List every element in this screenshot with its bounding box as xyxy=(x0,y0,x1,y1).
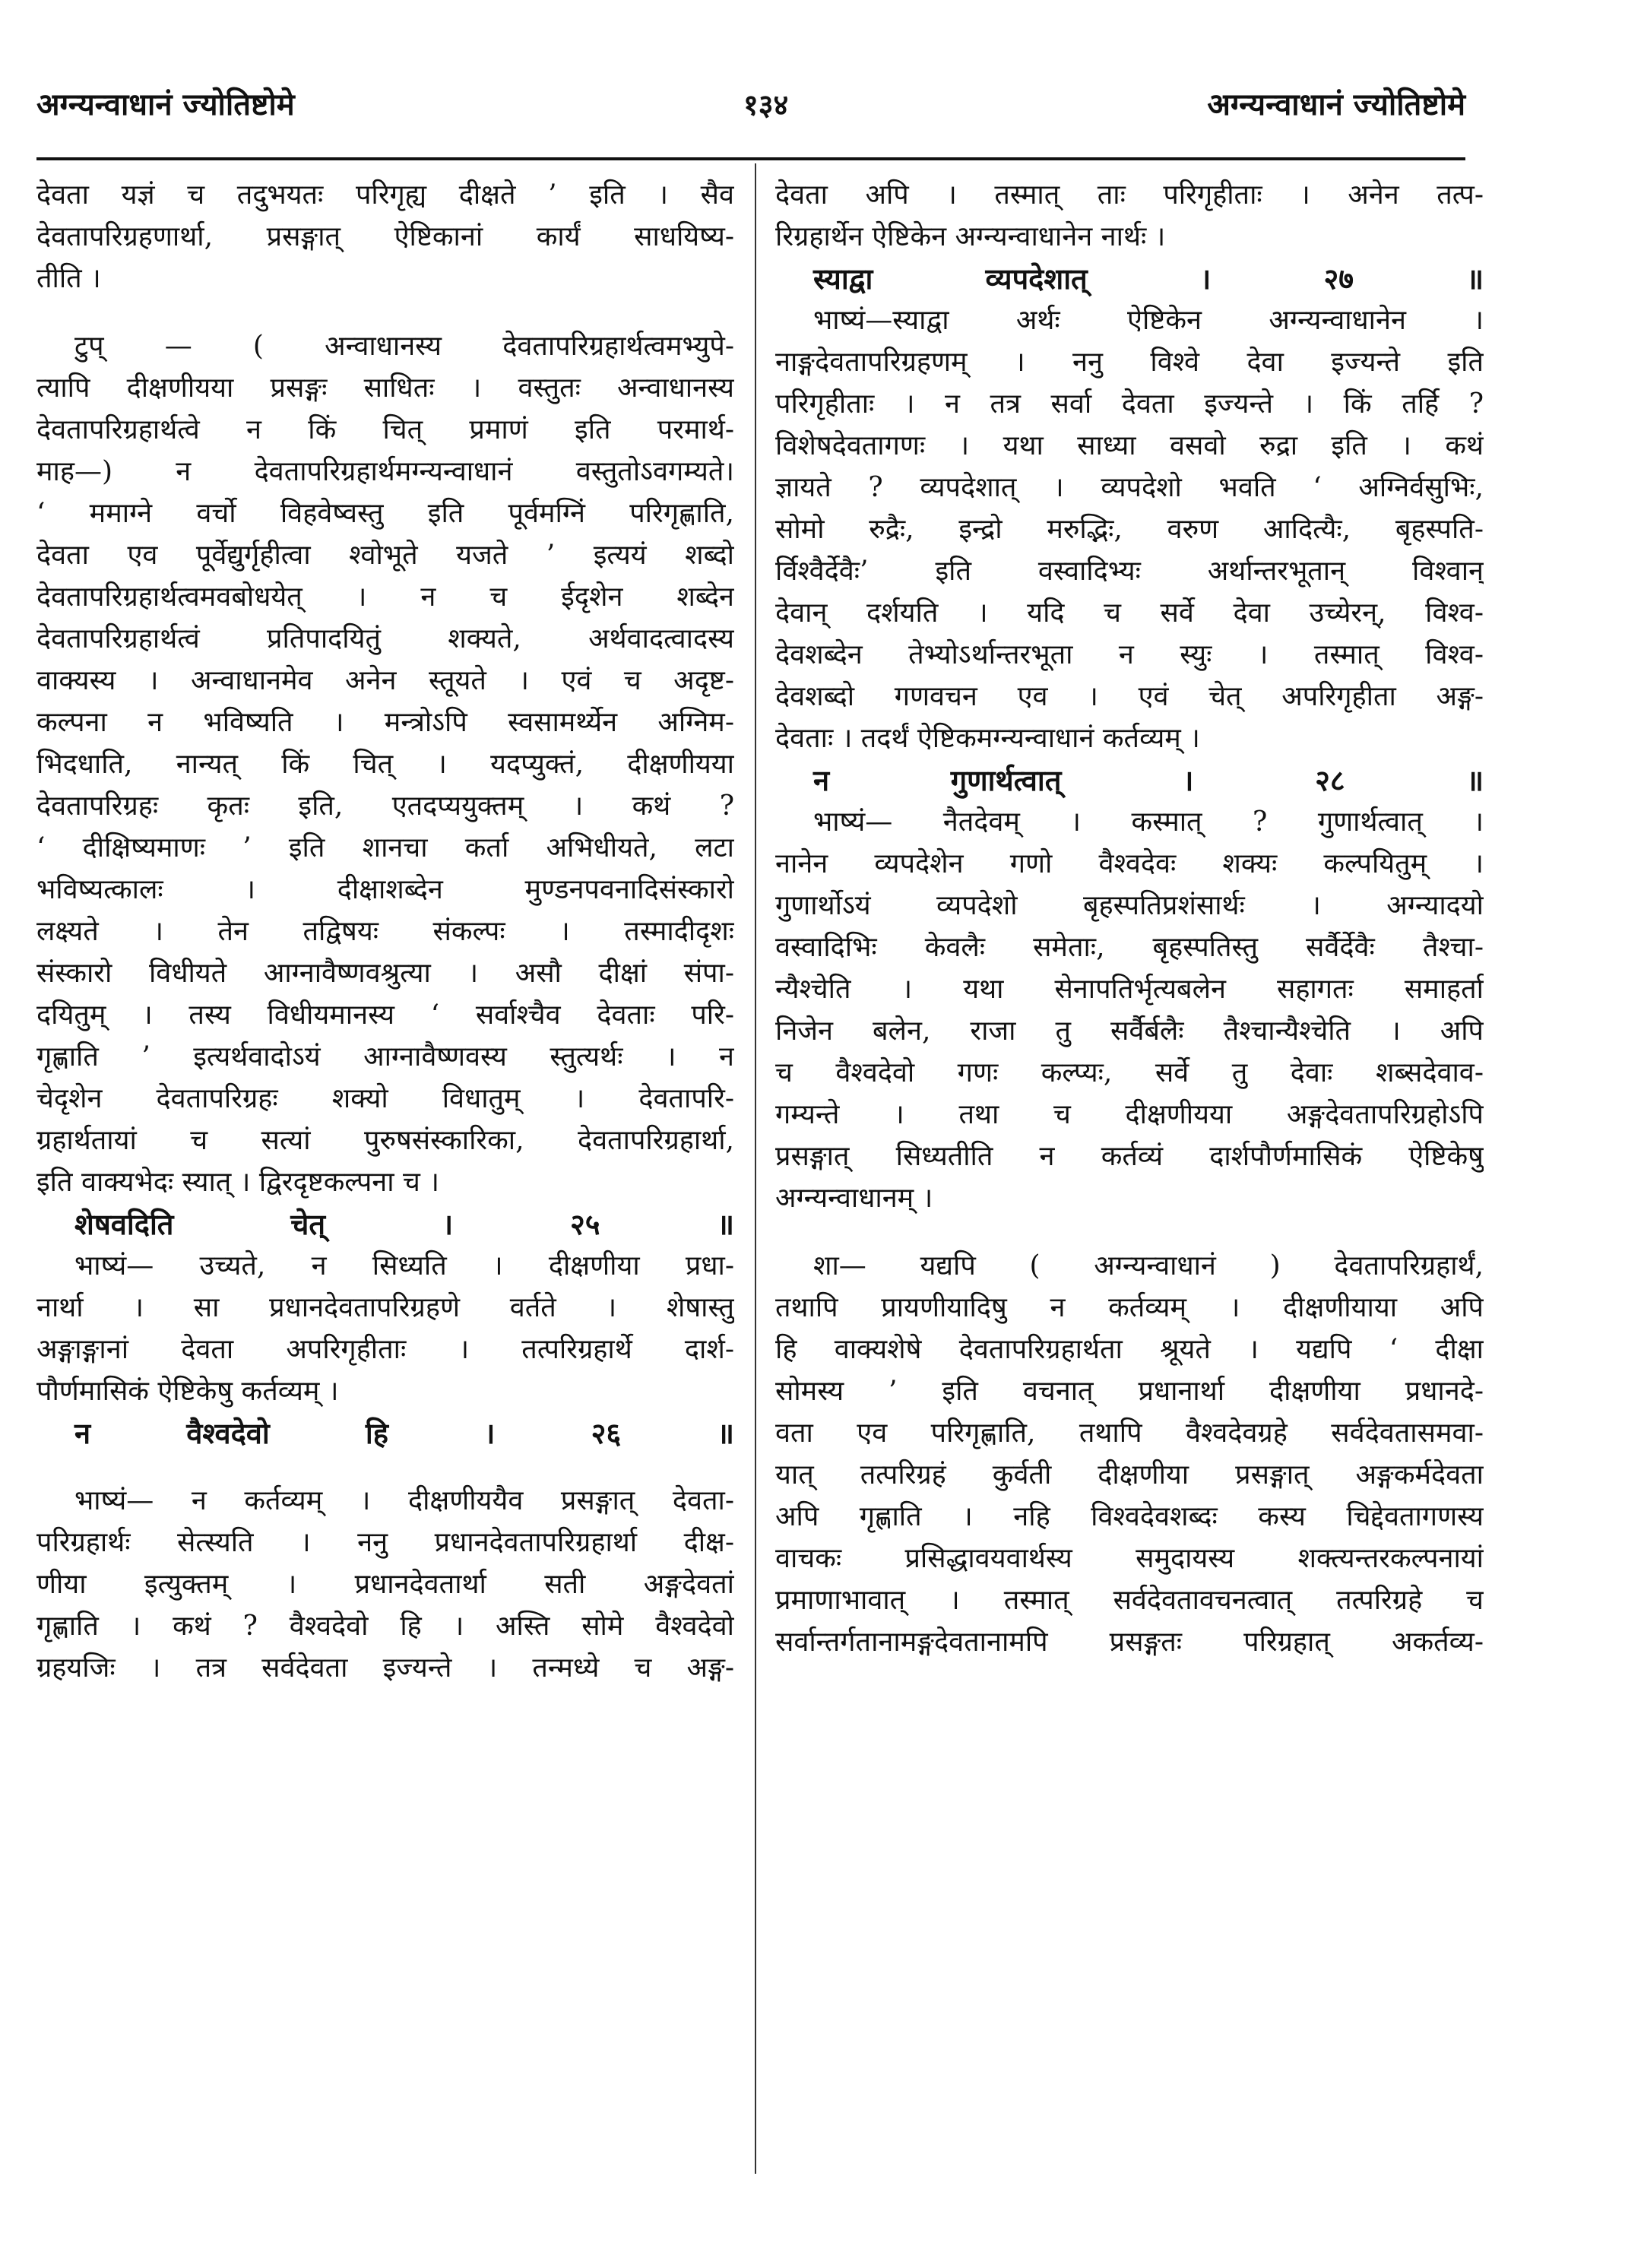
left-column xyxy=(36,175,734,2166)
text-line: परिगृहीताः । न तत्र सर्वा देवता इज्यन्ते । किं तर्हि ? xyxy=(775,388,1484,420)
text-line: देवताः । तदर्थं ऐष्टिकमग्न्यन्वाधानं कर्तव्यम् । xyxy=(775,723,1200,754)
text-line: देवान् दर्शयति । यदि च सर्वे देवा उच्येरन्, विश्व- xyxy=(775,597,1484,629)
text-line: च वैश्वदेवो गणः कल्प्यः, सर्वे तु देवाः शब्सदेवाव- xyxy=(775,1057,1484,1088)
text-line: वस्वादिभिः केवलैः समेताः, बृहस्पतिस्तु सर्वैर्देवैः तैश्चा- xyxy=(775,932,1484,963)
text-line: इति वाक्यभेदः स्यात् । द्विरदृष्टकल्पना च । xyxy=(36,1167,439,1198)
text-line: हि वाक्यशेषे देवतापरिग्रहार्थता श्रूयते । यद्यपि ‘ दीक्षा xyxy=(775,1334,1484,1365)
text-line: देवतापरिग्रहार्थत्वमवबोधयेत् । न च ईदृशेन शब्देन xyxy=(36,581,734,613)
text-line: प्रमाणाभावात् । तस्मात् सर्वदेवतावचनत्वात् तत्परिग्रहे च xyxy=(775,1585,1484,1616)
text-line: सर्वान्तर्गतानामङ्गदेवतानामपि प्रसङ्गतः परिग्रहात् अकर्तव्य- xyxy=(775,1627,1484,1658)
shastradipika-heading-line: शा— यद्यपि ( अग्न्यन्वाधानं ) देवतापरिग्रहार्थं, xyxy=(813,1250,1484,1281)
text-line: ‘ दीक्षिष्यमाणः ’ इति शानचा कर्ता अभिधीयते, लटा xyxy=(36,832,734,863)
tuptika-heading-line: टुप् — ( अन्वाधानस्य देवतापरिग्रहार्थत्वमभ्युपे- xyxy=(74,331,734,362)
text-line: ज्ञायते ? व्यपदेशात् । व्यपदेशो भवति ‘ अग्निर्वसुभिः, xyxy=(775,472,1484,503)
sutra-28-heading: न गुणार्थत्वात् । २८ ॥ xyxy=(813,763,1484,797)
text-line: गुणार्थोऽयं व्यपदेशो बृहस्पतिप्रशंसार्थः । अग्न्यादयो xyxy=(775,890,1484,921)
right-column xyxy=(775,175,1484,2166)
text-line: णीया इत्युक्तम् । प्रधानदेवतार्था सती अङ्गदेवतां xyxy=(36,1569,734,1600)
text-line: देवता अपि । तस्मात् ताः परिगृहीताः । अनेन तत्प- xyxy=(775,179,1484,211)
text-line: भाष्यं— न कर्तव्यम् । दीक्षणीययैव प्रसङ्गात् देवता- xyxy=(74,1485,734,1516)
column-divider xyxy=(755,163,756,2174)
text-line: गृह्णाति ’ इत्यर्थवादोऽयं आग्नावैष्णवस्य स्तुत्यर्थः । न xyxy=(36,1041,734,1072)
text-line: गृह्णाति । कथं ? वैश्वदेवो हि । अस्ति सोमे वैश्वदेवो xyxy=(36,1611,734,1642)
header-right-title: अग्न्यन्वाधानं ज्योतिष्टोमे xyxy=(1207,87,1465,122)
text-line: वाक्यस्य । अन्वाधानमेव अनेन स्तूयते । एवं च अदृष्ट- xyxy=(36,665,734,696)
text-line: विशेषदेवतागणः । यथा साध्या वसवो रुद्रा इति । कथं xyxy=(775,430,1484,461)
text-line: चेदृशेन देवतापरिग्रहः शक्यो विधातुम् । देवतापरि- xyxy=(36,1083,734,1114)
text-line: दयितुम् । तस्य विधीयमानस्य ‘ सर्वाश्चैव देवताः परि- xyxy=(36,999,734,1031)
text-line: सोमो रुद्रैः, इन्द्रो मरुद्भिः, वरुण आदित्यैः, बृहस्पति- xyxy=(775,514,1484,545)
text-line: नानेन व्यपदेशेन गणो वैश्वदेवः शक्यः कल्पयितुम् । xyxy=(775,848,1484,879)
sutra-26-heading: न वैश्वदेवो हि । २६ ॥ xyxy=(74,1416,734,1450)
header-rule xyxy=(36,157,1465,160)
text-line: नार्था । सा प्रधानदेवतापरिग्रहणे वर्तते । शेषास्तु xyxy=(36,1292,734,1323)
text-line: तथापि प्रायणीयादिषु न कर्तव्यम् । दीक्षणीयाया अपि xyxy=(775,1292,1484,1323)
sutra-25-heading: शेषवदिति चेत् । २५ ॥ xyxy=(74,1207,734,1241)
text-line: वाचकः प्रसिद्धावयवार्थस्य समुदायस्य शक्त्यन्तरकल्पनायां xyxy=(775,1543,1484,1574)
text-line: देवता एव पूर्वेद्युर्गृहीत्वा श्वोभूते यजते ’ इत्ययं शब्दो xyxy=(36,540,734,571)
text-line: सोमस्य ’ इति वचनात् प्रधानार्था दीक्षणीया प्रधानदे- xyxy=(775,1376,1484,1407)
text-line: र्विश्वैर्देवैः’ इति वस्वादिभ्यः अर्थान्तरभूतान् विश्वान् xyxy=(775,556,1484,587)
text-line: प्रसङ्गात् सिध्यतीति न कर्तव्यं दार्शपौर्णमासिकं ऐष्टिकेषु xyxy=(775,1141,1484,1172)
text-line: भिदधाति, नान्यत् किं चित् । यदप्युक्तं, दीक्षणीयया xyxy=(36,749,734,780)
page-number: १३४ xyxy=(743,87,789,122)
text-line: देवतापरिग्रहार्थत्वे न किं चित् प्रमाणं इति परमार्थ- xyxy=(36,414,734,445)
text-line: रिग्रहार्थेन ऐष्टिकेन अग्न्यन्वाधानेन नार्थः । xyxy=(775,221,1166,252)
text-line: गम्यन्ते । तथा च दीक्षणीयया अङ्गदेवतापरिग्रहोऽपि xyxy=(775,1099,1484,1130)
text-line: नाङ्गदेवतापरिग्रहणम् । ननु विश्वे देवा इज्यन्ते इति xyxy=(775,347,1484,378)
text-line: न्यैश्चेति । यथा सेनापतिर्भृत्यबलेन सहागतः समाहर्ता xyxy=(775,974,1484,1005)
text-line: भाष्यं— नैतदेवम् । कस्मात् ? गुणार्थत्वात् । xyxy=(813,806,1484,838)
header-left-title: अग्न्यन्वाधानं ज्योतिष्टोमे xyxy=(36,87,295,122)
text-line: ग्रहार्थतायां च सत्यां पुरुषसंस्कारिका, देवतापरिग्रहार्था, xyxy=(36,1125,734,1156)
text-line: कल्पना न भविष्यति । मन्त्रोऽपि स्वसामर्थ्येन अग्निम- xyxy=(36,707,734,738)
text-line: निजेन बलेन, राजा तु सर्वैर्बलैः तैश्चान्यैश्चेति । अपि xyxy=(775,1015,1484,1047)
running-header xyxy=(36,82,1465,135)
text-line: भाष्यं—स्याद्वा अर्थः ऐष्टिकेन अग्न्यन्वाधानेन । xyxy=(813,305,1484,336)
text-line: अङ्गाङ्गानां देवता अपरिगृहीताः । तत्परिग्रहार्थे दार्श- xyxy=(36,1334,734,1365)
text-line: अग्न्यन्वाधानम् । xyxy=(775,1183,933,1214)
text-line: ‘ ममाग्ने वर्चो विहवेष्वस्तु इति पूर्वमग्निं परिगृह्णाति, xyxy=(36,498,734,529)
text-line: देवतापरिग्रहार्थत्वं प्रतिपादयितुं शक्यते, अर्थवादत्वादस्य xyxy=(36,623,734,654)
text-line: देवतापरिग्रहः कृतः इति, एतदप्ययुक्तम् । कथं ? xyxy=(36,790,734,822)
text-line: पौर्णमासिकं ऐष्टिकेषु कर्तव्यम् । xyxy=(36,1376,339,1407)
text-line: संस्कारो विधीयते आग्नावैष्णवश्रुत्या । असौ दीक्षां संपा- xyxy=(36,958,734,989)
text-line: तीति । xyxy=(36,263,101,294)
text-line: अपि गृह्णाति । नहि विश्वदेवशब्दः कस्य चिद्देवतागणस्य xyxy=(775,1501,1484,1532)
text-line: त्यापि दीक्षणीयया प्रसङ्गः साधितः । वस्तुतः अन्वाधानस्य xyxy=(36,372,734,404)
text-line: ग्रहयजिः । तत्र सर्वदेवता इज्यन्ते । तन्मध्ये च अङ्ग- xyxy=(36,1652,734,1684)
text-line: देवशब्देन तेभ्योऽर्थान्तरभूता न स्युः । तस्मात् विश्व- xyxy=(775,639,1484,670)
sutra-27-heading: स्याद्वा व्यपदेशात् । २७ ॥ xyxy=(813,261,1484,296)
text-line: वता एव परिगृह्णाति, तथापि वैश्वदेवग्रहे सर्वदेवतासमवा- xyxy=(775,1418,1484,1449)
text-line: देवता यज्ञं च तदुभयतः परिगृह्य दीक्षते ’ इति । सैव xyxy=(36,179,734,211)
text-line: देवशब्दो गणवचन एव । एवं चेत् अपरिगृहीता अङ्ग- xyxy=(775,681,1484,712)
text-line: यात् तत्परिग्रहं कुर्वती दीक्षणीया प्रसङ्गात् अङ्गकर्मदेवता xyxy=(775,1459,1484,1490)
text-line: माह—) न देवतापरिग्रहार्थमग्न्यन्वाधानं वस्तुतोऽवगम्यते। xyxy=(36,456,734,487)
text-line: देवतापरिग्रहणार्था, प्रसङ्गात् ऐष्टिकानां कार्यं साधयिष्य- xyxy=(36,221,734,252)
text-line: परिग्रहार्थः सेत्स्यति । ननु प्रधानदेवतापरिग्रहार्था दीक्ष- xyxy=(36,1527,734,1558)
text-line: भाष्यं— उच्यते, न सिध्यति । दीक्षणीया प्रधा- xyxy=(74,1250,734,1281)
text-line: भविष्यत्कालः । दीक्षाशब्देन मुण्डनपवनादिसंस्कारो xyxy=(36,874,734,905)
text-line: लक्ष्यते । तेन तद्विषयः संकल्पः । तस्मादीदृशः xyxy=(36,916,734,947)
